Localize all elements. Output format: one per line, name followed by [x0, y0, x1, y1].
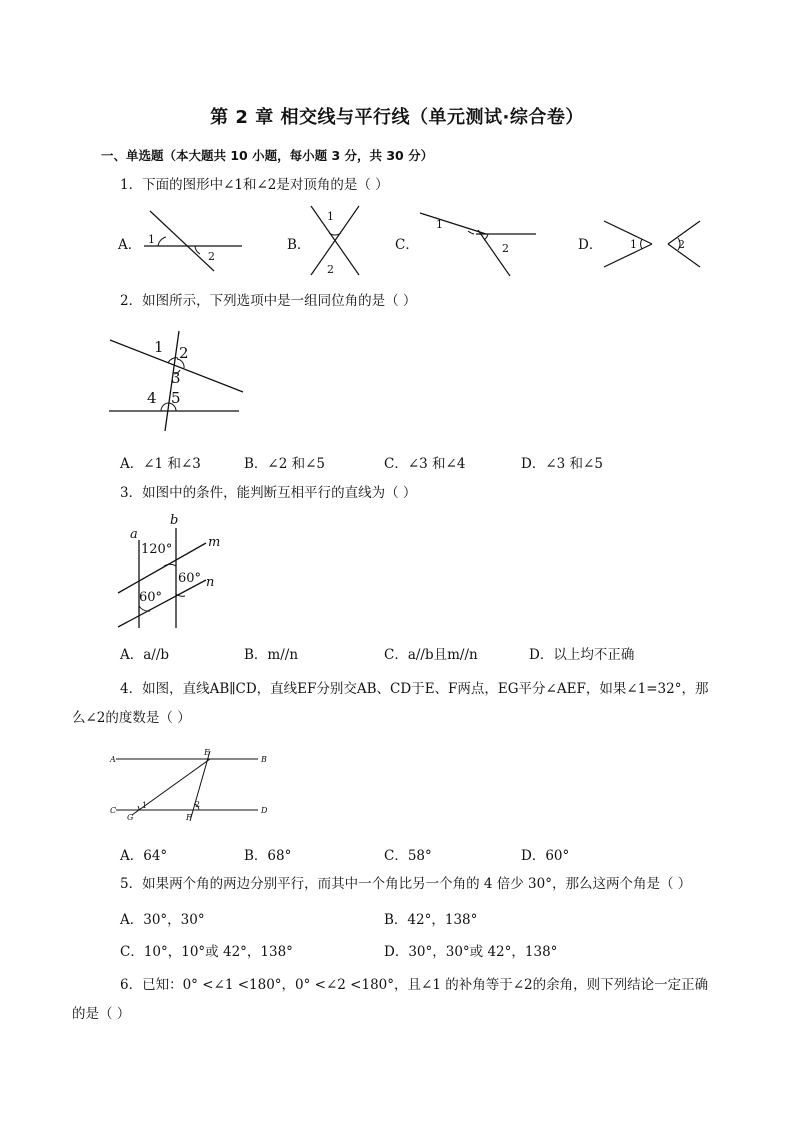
page-title: 第 2 章 相交线与平行线（单元测试·综合卷）: [210, 107, 584, 128]
q4-label-B: B: [261, 755, 267, 764]
q1-option-c-label: C．: [395, 237, 419, 253]
q2-label-5: 5: [171, 389, 181, 407]
q3-figure: [108, 510, 228, 630]
q1b-label-1: 1: [327, 210, 334, 223]
q2-option-c: C．∠3 和∠4: [384, 456, 466, 472]
q4-label-F: F: [186, 813, 192, 822]
q1-figure-a: [140, 205, 250, 275]
q4-label-1: 1: [142, 801, 148, 810]
q1-option-d-label: D．: [578, 237, 603, 253]
q1-figure-b: [305, 203, 365, 278]
q3-angle-120: 120°: [141, 542, 173, 557]
q1-option-b-label: B．: [287, 237, 311, 253]
q4-option-a: A．64°: [120, 848, 168, 864]
q4-label-D: D: [261, 806, 268, 815]
q3-label-n: n: [206, 575, 215, 590]
q5-option-a: A．30°，30°: [120, 912, 205, 928]
q3-angle-60-right: 60°: [178, 571, 202, 586]
q1d-label-1: 1: [630, 238, 637, 251]
q3-option-b: B．m//n: [244, 647, 299, 663]
q5-option-d: D．30°，30°或 42°，138°: [384, 944, 558, 960]
q4-label-G: G: [127, 813, 134, 822]
question-2-text: 2．如图所示，下列选项中是一组同位角的是（ ）: [120, 293, 417, 309]
q5-option-b: B．42°，138°: [384, 912, 478, 928]
q4-option-c: C．58°: [384, 848, 432, 864]
q2-option-a: A．∠1 和∠3: [120, 456, 201, 472]
q3-option-a: A．a//b: [120, 647, 170, 663]
q2-label-2: 2: [179, 344, 189, 362]
section-heading: 一、单选题（本大题共 10 小题，每小题 3 分，共 30 分）: [101, 148, 434, 163]
q2-label-3: 3: [171, 369, 181, 387]
question-5-text: 5．如果两个角的两边分别平行，而其中一个角比另一个角的 4 倍少 30°，那么这两个角是（ ）: [120, 876, 692, 892]
question-6-text: 6．已知：0° <∠1 <180°，0° <∠2 <180°，且∠1 的补角等于∠2的余角，则下列结论一定正确的是（ ）: [72, 977, 709, 1022]
q1a-label-2: 2: [208, 250, 215, 263]
q3-label-m: m: [208, 535, 221, 550]
question-1-text: 1．下面的图形中∠1和∠2是对顶角的是（ ）: [120, 177, 389, 193]
q2-option-b: B．∠2 和∠5: [244, 456, 326, 472]
q4-label-C: C: [110, 806, 117, 815]
q1d-label-2: 2: [678, 238, 685, 251]
q3-option-c: C．a//b且m//n: [384, 647, 478, 663]
q3-label-b: b: [170, 513, 179, 528]
question-3-text: 3．如图中的条件，能判断互相平行的直线为（ ）: [120, 485, 417, 501]
q1b-label-2: 2: [327, 263, 334, 276]
q4-label-2: 2: [195, 800, 201, 809]
q4-option-d: D．60°: [521, 848, 570, 864]
q1a-label-1: 1: [148, 233, 155, 246]
q2-label-1: 1: [154, 338, 164, 356]
q1-option-a-label: A．: [118, 237, 142, 253]
q2-option-d: D．∠3 和∠5: [521, 456, 603, 472]
q1-figure-d: [602, 216, 702, 272]
q2-figure: [105, 325, 250, 435]
q3-angle-60-left: 60°: [139, 590, 163, 605]
q3-option-d: D．以上均不正确: [529, 647, 635, 663]
q4-figure: [108, 745, 273, 825]
question-4-text: 4．如图，直线AB∥CD，直线EF分别交AB、CD于E、F两点，EG平分∠AEF，如果∠1=32°，那么∠2的度数是（ ）: [72, 681, 709, 726]
q4-label-E: E: [204, 748, 210, 757]
q1c-label-2: 2: [502, 242, 509, 255]
q5-option-c: C．10°，10°或 42°，138°: [120, 944, 293, 960]
q2-label-4: 4: [147, 389, 157, 407]
q4-option-b: B．68°: [244, 848, 292, 864]
q4-label-A: A: [110, 755, 116, 764]
q3-label-a: a: [130, 527, 138, 542]
q1-figure-c: [418, 208, 538, 278]
q1c-label-1: 1: [436, 218, 443, 231]
